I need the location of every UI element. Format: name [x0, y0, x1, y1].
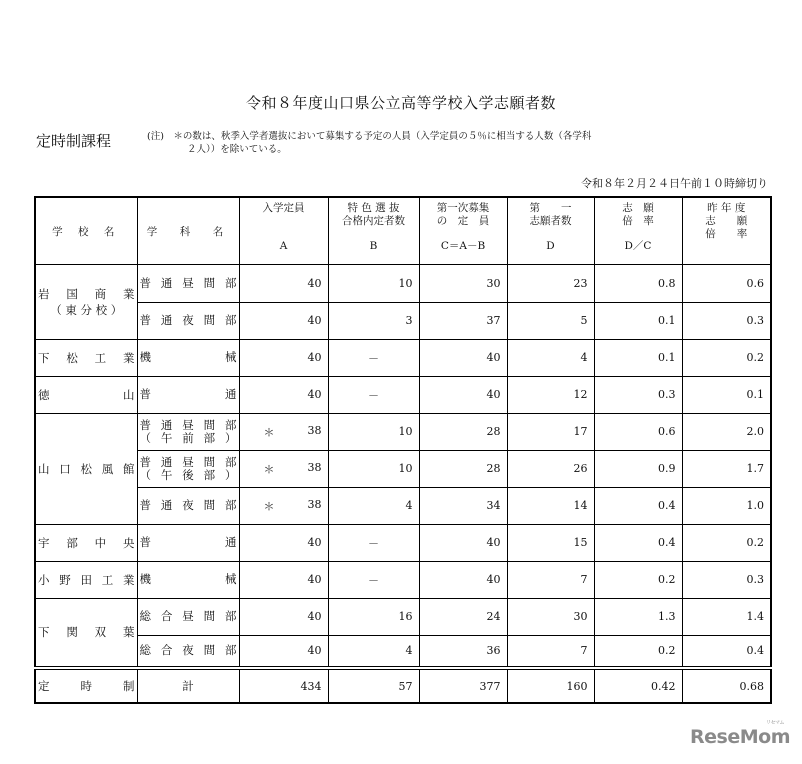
resemom-logo: リセマム ReseMom [690, 720, 790, 748]
ratio-cell: 0.2 [594, 561, 682, 598]
footnote-line-1: (注) ＊の数は、秋季入学者選抜において募集する予定の人員（入学定員の５％に相当する人数（各学科 [147, 131, 592, 142]
total-applicants: 160 [507, 668, 594, 703]
table-row [35, 635, 771, 668]
department-name [137, 635, 239, 668]
total-dept-label: 計 [137, 668, 239, 703]
first-round-cell: 24 [419, 598, 507, 635]
prev-ratio-cell: 2.0 [682, 413, 771, 450]
applicants-cell: 7 [507, 635, 594, 668]
first-round-cell: 30 [419, 264, 507, 302]
total-first-round: 377 [419, 668, 507, 703]
school-name [35, 598, 137, 668]
school-name [35, 524, 137, 561]
department-name [137, 302, 239, 339]
school-branch: （ 東 分 校 ） [50, 302, 123, 317]
header-row [35, 197, 771, 264]
table-row [35, 302, 771, 339]
prev-ratio-cell: 0.2 [682, 524, 771, 561]
capacity-cell: 40 [239, 264, 328, 302]
total-ratio: 0.42 [594, 668, 682, 703]
prev-ratio-cell: 1.0 [682, 487, 771, 524]
department-name-text: 機 械 [139, 572, 237, 586]
ratio-cell: 0.4 [594, 524, 682, 561]
department-name [137, 339, 239, 376]
applicants-cell: 23 [507, 264, 594, 302]
school-name [35, 264, 137, 339]
applicants-cell: 15 [507, 524, 594, 561]
ratio-cell: 0.3 [594, 376, 682, 413]
applicants-cell: 17 [507, 413, 594, 450]
table-row [35, 487, 771, 524]
department-sub-text: （ 午 後 部 ） [139, 467, 237, 482]
department-name [137, 598, 239, 635]
first-round-cell: 34 [419, 487, 507, 524]
prev-ratio-cell: 0.3 [682, 302, 771, 339]
department-name [137, 376, 239, 413]
department-name-text: 普 通 夜 間 部 [139, 498, 237, 512]
department-name-text: 普 通 昼 間 部 [139, 454, 237, 469]
header-prev-ratio: 昨 年 度 志 願 倍 率 [682, 197, 771, 264]
prev-ratio-cell: 0.1 [682, 376, 771, 413]
department-name [137, 487, 239, 524]
school-name-text: 小 野 田 工 業 [38, 572, 135, 587]
special-cell: 10 [328, 450, 419, 487]
first-round-cell: 40 [419, 524, 507, 561]
table-row [35, 598, 771, 635]
footnote [147, 130, 767, 156]
department-name-text: 総 合 夜 間 部 [139, 643, 237, 658]
header-ratio: 志 願 倍 率 D／C [594, 197, 682, 264]
school-name-text: 山 口 松 風 館 [38, 461, 135, 476]
ratio-cell: 0.6 [594, 413, 682, 450]
table-row [35, 413, 771, 450]
table-row [35, 450, 771, 487]
prev-ratio-cell: 0.2 [682, 339, 771, 376]
first-round-cell: 28 [419, 413, 507, 450]
capacity-cell: ＊ 38 [239, 450, 328, 487]
prev-ratio-cell: 0.6 [682, 264, 771, 302]
total-row [35, 668, 771, 703]
ratio-cell: 0.1 [594, 339, 682, 376]
prev-ratio-cell: 1.7 [682, 450, 771, 487]
school-name-text: 岩 国 商 業 [38, 286, 135, 301]
special-cell: 10 [328, 413, 419, 450]
first-round-cell: 40 [419, 339, 507, 376]
table-row [35, 561, 771, 598]
school-name [35, 413, 137, 524]
special-cell: 4 [328, 487, 419, 524]
department-name [137, 524, 239, 561]
department-name [137, 561, 239, 598]
ratio-cell: 0.1 [594, 302, 682, 339]
capacity-cell: 40 [239, 524, 328, 561]
ratio-cell: 0.9 [594, 450, 682, 487]
total-special: 57 [328, 668, 419, 703]
applicants-cell: 12 [507, 376, 594, 413]
total-prev-ratio: 0.68 [682, 668, 771, 703]
capacity-cell: 40 [239, 635, 328, 668]
header-capacity: 入学定員 A [239, 197, 328, 264]
deadline-text: 令和８年２月２４日午前１０時締切り [581, 177, 768, 190]
total-label [35, 668, 137, 703]
header-school: 学 校 名 [35, 197, 137, 264]
ratio-cell: 0.8 [594, 264, 682, 302]
special-cell: － [328, 339, 419, 376]
department-name-text: 普 通 昼 間 部 [139, 417, 237, 432]
capacity-cell: 40 [239, 561, 328, 598]
special-cell: 4 [328, 635, 419, 668]
capacity-cell: 40 [239, 598, 328, 635]
department-name-text: 普 通 夜 間 部 [139, 313, 237, 327]
special-cell: － [328, 524, 419, 561]
capacity-cell: ＊ 38 [239, 487, 328, 524]
first-round-cell: 40 [419, 376, 507, 413]
table-row [35, 264, 771, 302]
header-applicants: 第 一 志願者数 D [507, 197, 594, 264]
applicants-cell: 5 [507, 302, 594, 339]
department-sub-text: （ 午 前 部 ） [139, 430, 237, 445]
department-name [137, 413, 239, 450]
applicants-cell: 4 [507, 339, 594, 376]
department-name [137, 450, 239, 487]
department-name-text: 総 合 昼 間 部 [139, 609, 237, 623]
table-row [35, 339, 771, 376]
special-cell: 10 [328, 264, 419, 302]
special-cell: － [328, 561, 419, 598]
capacity-cell: 40 [239, 339, 328, 376]
ratio-cell: 1.3 [594, 598, 682, 635]
first-round-cell: 36 [419, 635, 507, 668]
section-label: 定時制課程 [36, 132, 112, 150]
school-name-text: 下 関 双 葉 [38, 625, 135, 640]
header-dept: 学 科 名 [137, 197, 239, 264]
applicants-table [34, 196, 772, 704]
department-name [137, 264, 239, 302]
school-name [35, 376, 137, 413]
applicants-cell: 26 [507, 450, 594, 487]
first-round-cell: 37 [419, 302, 507, 339]
capacity-cell: 40 [239, 302, 328, 339]
prev-ratio-cell: 1.4 [682, 598, 771, 635]
footnote-line-2: ２人））を除いている。 [187, 144, 287, 155]
special-cell: 3 [328, 302, 419, 339]
special-cell: － [328, 376, 419, 413]
department-name-text: 普 通 [139, 387, 237, 401]
school-name [35, 561, 137, 598]
school-name [35, 339, 137, 376]
ratio-cell: 0.4 [594, 487, 682, 524]
ratio-cell: 0.2 [594, 635, 682, 668]
department-name-text: 普 通 [139, 535, 237, 549]
first-round-cell: 40 [419, 561, 507, 598]
department-name-text: 機 械 [139, 350, 237, 364]
prev-ratio-cell: 0.3 [682, 561, 771, 598]
header-special: 特 色 選 抜 合格内定者数 B [328, 197, 419, 264]
applicants-cell: 30 [507, 598, 594, 635]
special-cell: 16 [328, 598, 419, 635]
school-name-text: 下 松 工 業 [38, 350, 135, 365]
school-name-text: 宇 部 中 央 [38, 535, 135, 550]
total-label-text: 定 時 制 [38, 679, 135, 693]
department-name-text: 普 通 昼 間 部 [139, 275, 237, 290]
applicants-cell: 14 [507, 487, 594, 524]
total-capacity: 434 [239, 668, 328, 703]
table-row [35, 376, 771, 413]
applicants-cell: 7 [507, 561, 594, 598]
school-name-text: 徳 山 [38, 387, 135, 402]
capacity-cell: ＊ 38 [239, 413, 328, 450]
header-first-round: 第一次募集 の 定 員 C＝A－B [419, 197, 507, 264]
table-row [35, 524, 771, 561]
first-round-cell: 28 [419, 450, 507, 487]
capacity-cell: 40 [239, 376, 328, 413]
page-title: 令和８年度山口県公立高等学校入学志願者数 [245, 94, 556, 112]
prev-ratio-cell: 0.4 [682, 635, 771, 668]
